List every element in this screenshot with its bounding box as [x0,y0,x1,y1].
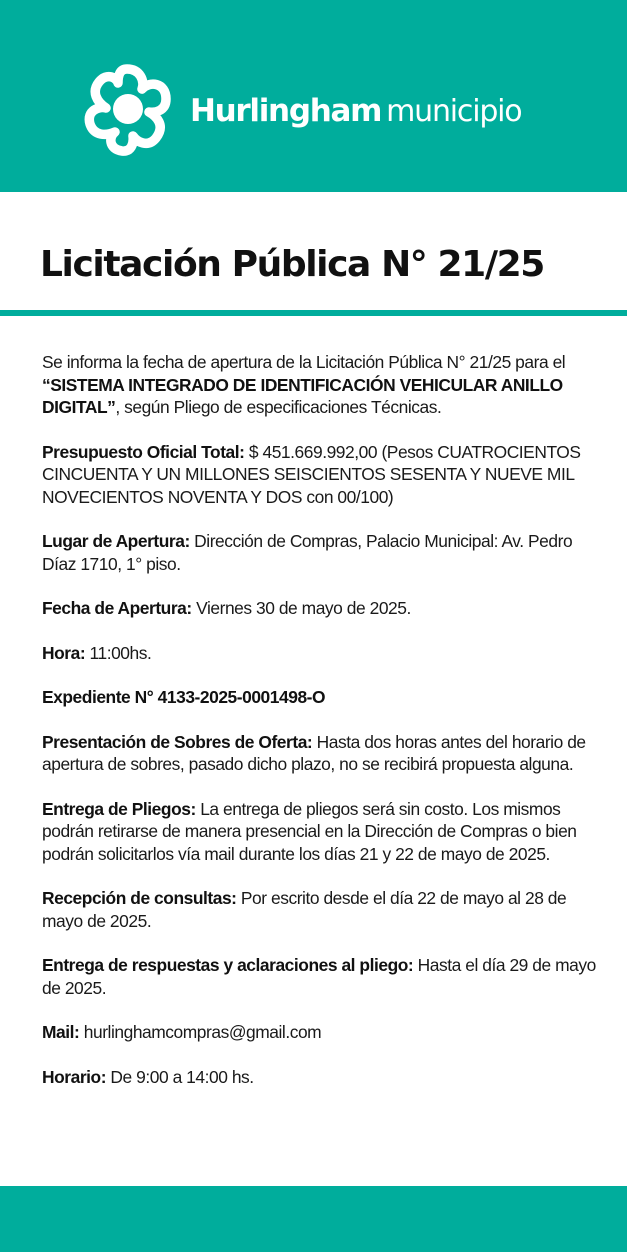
field-value: Viernes 30 de mayo de 2025. [191,598,411,618]
field-entrega-respuestas [42,954,607,999]
field-label: Horario: [42,1066,107,1087]
intro-text-after: , según Pliego de especificaciones Técnicas. [115,397,442,417]
flower-icon [82,62,172,158]
field-expediente [42,686,607,709]
field-presupuesto [42,441,607,509]
field-label: Mail: [42,1022,80,1042]
field-label: Expediente N° 4133-2025-0001498-O [42,687,326,707]
field-label: Entrega de respuestas y aclaraciones al pliego: [42,955,414,975]
field-value: Hasta dos horas antes del horario de apertura de sobres, pasado dicho plazo, no se recibirá propuesta alguna. [42,731,586,774]
field-horario [42,1066,607,1089]
field-value: hurlinghamcompras@gmail.com [79,1022,322,1042]
field-label: Lugar de Apertura: [42,531,190,551]
field-label: Hora: [42,642,86,663]
field-hora [42,642,607,665]
field-value: Hasta el día 29 de mayo de 2025. [42,955,596,998]
field-presentacion-sobres [42,731,607,776]
field-value: Por escrito desde el día 22 de mayo al 28 de mayo de 2025. [42,888,567,931]
field-value: Dirección de Compras, Palacio Municipal: Av. Pedro Díaz 1710, 1° piso. [42,531,573,574]
field-fecha-apertura [42,597,607,620]
header-banner [0,0,627,192]
field-value: $ 451.669.992,00 (Pesos CUATROCIENTOS CINCUENTA Y UN MILLONES SEISCIENTOS SESENTA Y NUEVE MIL NOVECIENTOS NOVENTA Y DOS con 00/100) [42,441,581,507]
field-label: Presentación de Sobres de Oferta: [42,731,313,752]
intro-text-before: Se informa la fecha de apertura de la Licitación Pública N° 21/25 para el [42,352,566,372]
title-divider [0,310,627,316]
page-title: Licitación Pública N° 21/25 [40,244,544,285]
field-value: 11:00hs. [85,642,152,663]
field-lugar-apertura [42,530,607,575]
field-label: Entrega de Pliegos: [42,798,196,819]
brand-wordmark [190,86,521,136]
field-label: Fecha de Apertura: [42,598,192,618]
field-value: De 9:00 a 14:00 hs. [106,1066,254,1087]
intro-highlight: “SISTEMA INTEGRADO DE IDENTIFICACIÓN VEHICULAR ANILLO DIGITAL” [42,374,563,417]
brand-bold: Hurlingham [190,93,382,129]
field-label: Presupuesto Oficial Total: [42,441,245,462]
field-mail [42,1021,607,1044]
field-recepcion-consultas [42,887,607,932]
field-entrega-pliegos [42,798,607,866]
intro-paragraph [42,351,607,419]
field-label: Recepción de consultas: [42,888,237,908]
field-value: La entrega de pliegos será sin costo. Los mismos podrán retirarse de manera presencial en la Dirección de Compras o bien podrán solicitarlos vía mail durante los días 21 y 22 de mayo de 2025. [42,798,577,864]
footer-banner [0,1186,627,1252]
notice-body [42,351,607,1110]
brand-light: municipio [386,94,522,129]
